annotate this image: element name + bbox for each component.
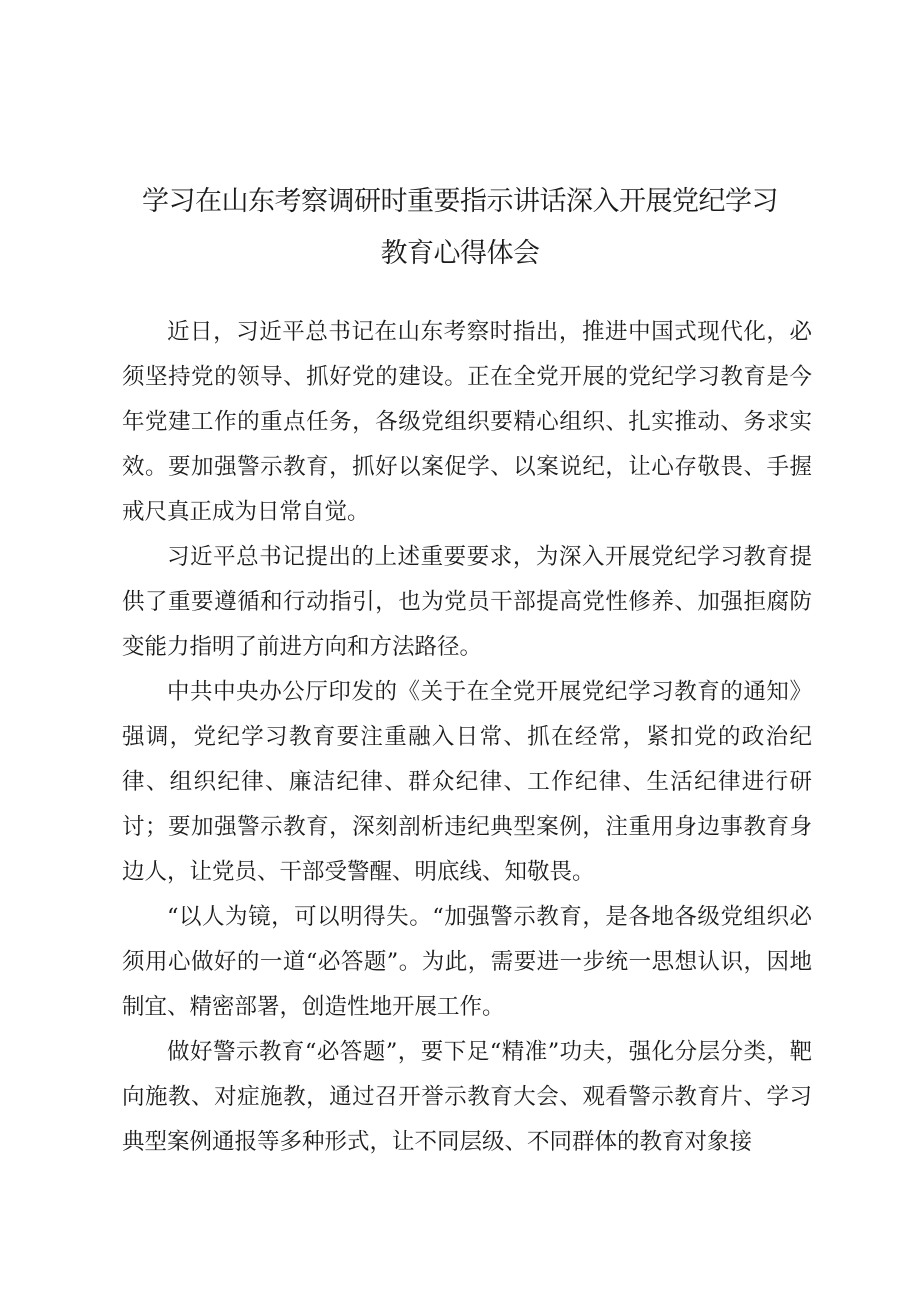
paragraph-3: 中共中央办公厅印发的《关于在全党开展党纪学习教育的通知》强调，党纪学习教育要注重融入日常、抓在经常，紧扣党的政治纪律、组织纪律、廉洁纪律、群众纪律、工作纪律、生活纪律进行研讨；要加强警示教育，深刻剖析违纪典型案例，注重用身边事教育身边人，让党员、干部受警醒、明底线、知敬畏。 bbox=[122, 679, 812, 885]
paragraph-4: “以人为镜，可以明得失。“加强警示教育，是各地各级党组织必须用心做好的一道“必答题”。为此，需要进一步统一思想认识，因地制宜、精密部署，创造性地开展工作。 bbox=[122, 904, 812, 1020]
document-title bbox=[100, 176, 820, 280]
paragraph-1: 近日，习近平总书记在山东考察时指出，推进中国式现代化，必须坚持党的领导、抓好党的建设。正在全党开展的党纪学习教育是今年党建工作的重点任务，各级党组织要精心组织、扎实推动、务求实效。要加强警示教育，抓好以案促学、以案说纪，让心存敬畏、手握戒尺真正成为日常自觉。 bbox=[122, 319, 812, 525]
paragraph-5: 做好警示教育“必答题”，要下足“精准”功夫，强化分层分类，靶向施教、对症施教，通过召开誉示教育大会、观看警示教育片、学习典型案例通报等多种形式，让不同层级、不同群体的教育对象接 bbox=[122, 1039, 812, 1155]
title-line-1: 学习在山东考察调研时重要指示讲话深入开展党纪学习 bbox=[142, 186, 778, 218]
paragraph-2: 习近平总书记提出的上述重要要求，为深入开展党纪学习教育提供了重要遵循和行动指引，也为党员干部提高党性修养、加强拒腐防变能力指明了前进方向和方法路径。 bbox=[122, 544, 812, 660]
document-body bbox=[122, 310, 812, 1165]
title-line-2: 教育心得体会 bbox=[380, 238, 540, 270]
